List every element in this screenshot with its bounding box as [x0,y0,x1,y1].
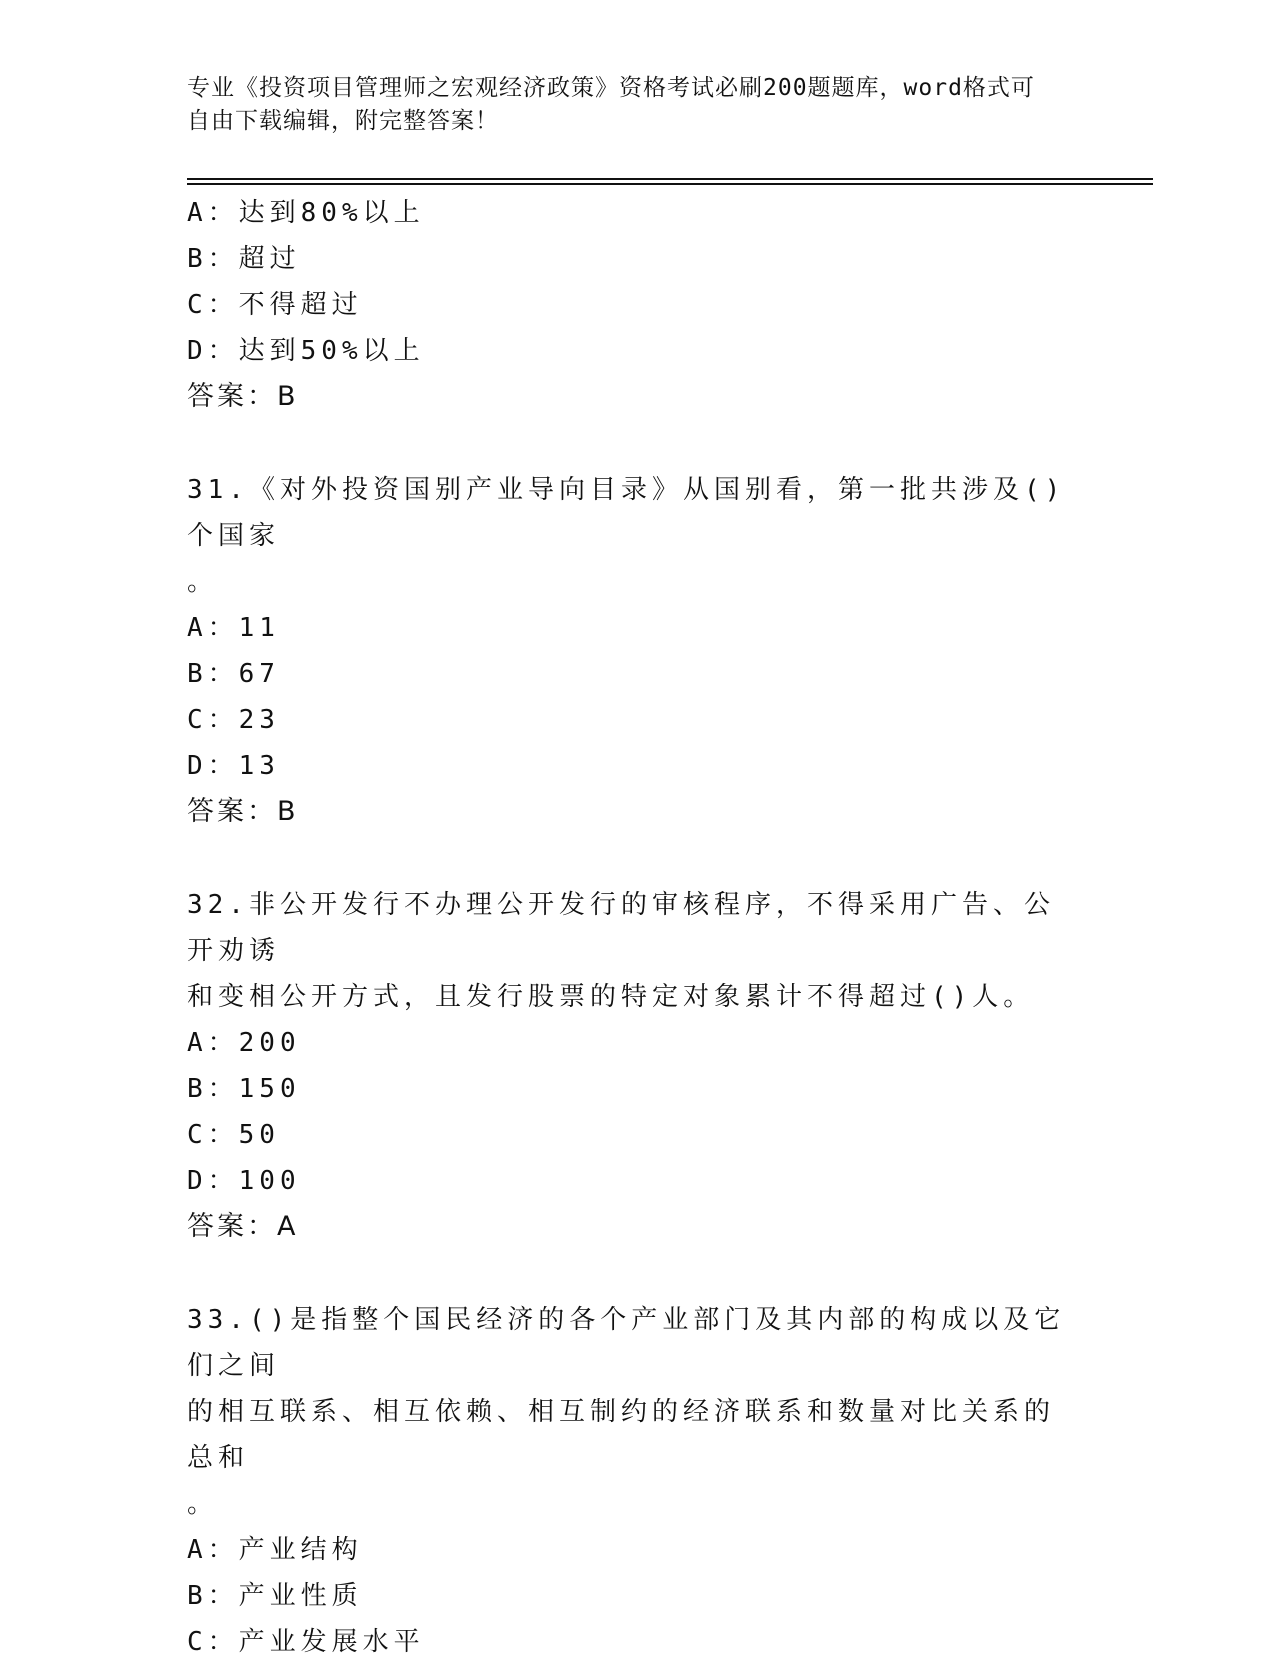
option-c: C：产业发展水平 [187,1627,425,1657]
header-line-2: 自由下载编辑，附完整答案！ [187,108,499,134]
question-stem-line-1: 32.非公开发行不办理公开发行的审核程序，不得采用广告、公开劝诱 [187,890,1055,966]
option-b: B：产业性质 [187,1581,363,1611]
answer-line: 答案：B [187,381,299,412]
option-c: C：不得超过 [187,290,363,320]
header-line-1: 专业《投资项目管理师之宏观经济政策》资格考试必刷200题题库，word格式可 [187,75,1035,101]
option-d: D：13 [187,751,280,781]
option-b: B：150 [187,1074,301,1104]
option-a: A：产业结构 [187,1535,363,1565]
question-32 [187,882,1067,1250]
question-stem-line-2: 。 [187,567,219,597]
header-divider-top [187,178,1153,180]
option-a: A：11 [187,613,280,643]
question-stem-line-1: 31.《对外投资国别产业导向目录》从国别看，第一批共涉及()个国家 [187,475,1066,551]
question-31 [187,467,1067,835]
question-stem-line-2: 和变相公开方式，且发行股票的特定对象累计不得超过()人。 [187,982,1035,1012]
option-c: C：23 [187,705,280,735]
question-30 [187,190,1067,420]
option-a: A：200 [187,1028,301,1058]
option-b: B：67 [187,659,280,689]
header-divider-bottom [187,183,1153,185]
option-c: C：50 [187,1120,280,1150]
question-stem-line-3: 。 [187,1489,219,1519]
answer-line: 答案：A [187,1211,299,1242]
option-d: D：100 [187,1166,301,1196]
option-d: D：达到50%以上 [187,336,425,366]
option-b: B：超过 [187,244,301,274]
question-list [187,190,1067,1665]
question-stem-line-1: 33.()是指整个国民经济的各个产业部门及其内部的构成以及它们之间 [187,1305,1066,1381]
document-header [187,72,1067,138]
question-33 [187,1297,1067,1665]
question-stem-line-2: 的相互联系、相互依赖、相互制约的经济联系和数量对比关系的总和 [187,1397,1056,1473]
answer-line: 答案：B [187,796,299,827]
option-a: A：达到80%以上 [187,198,425,228]
